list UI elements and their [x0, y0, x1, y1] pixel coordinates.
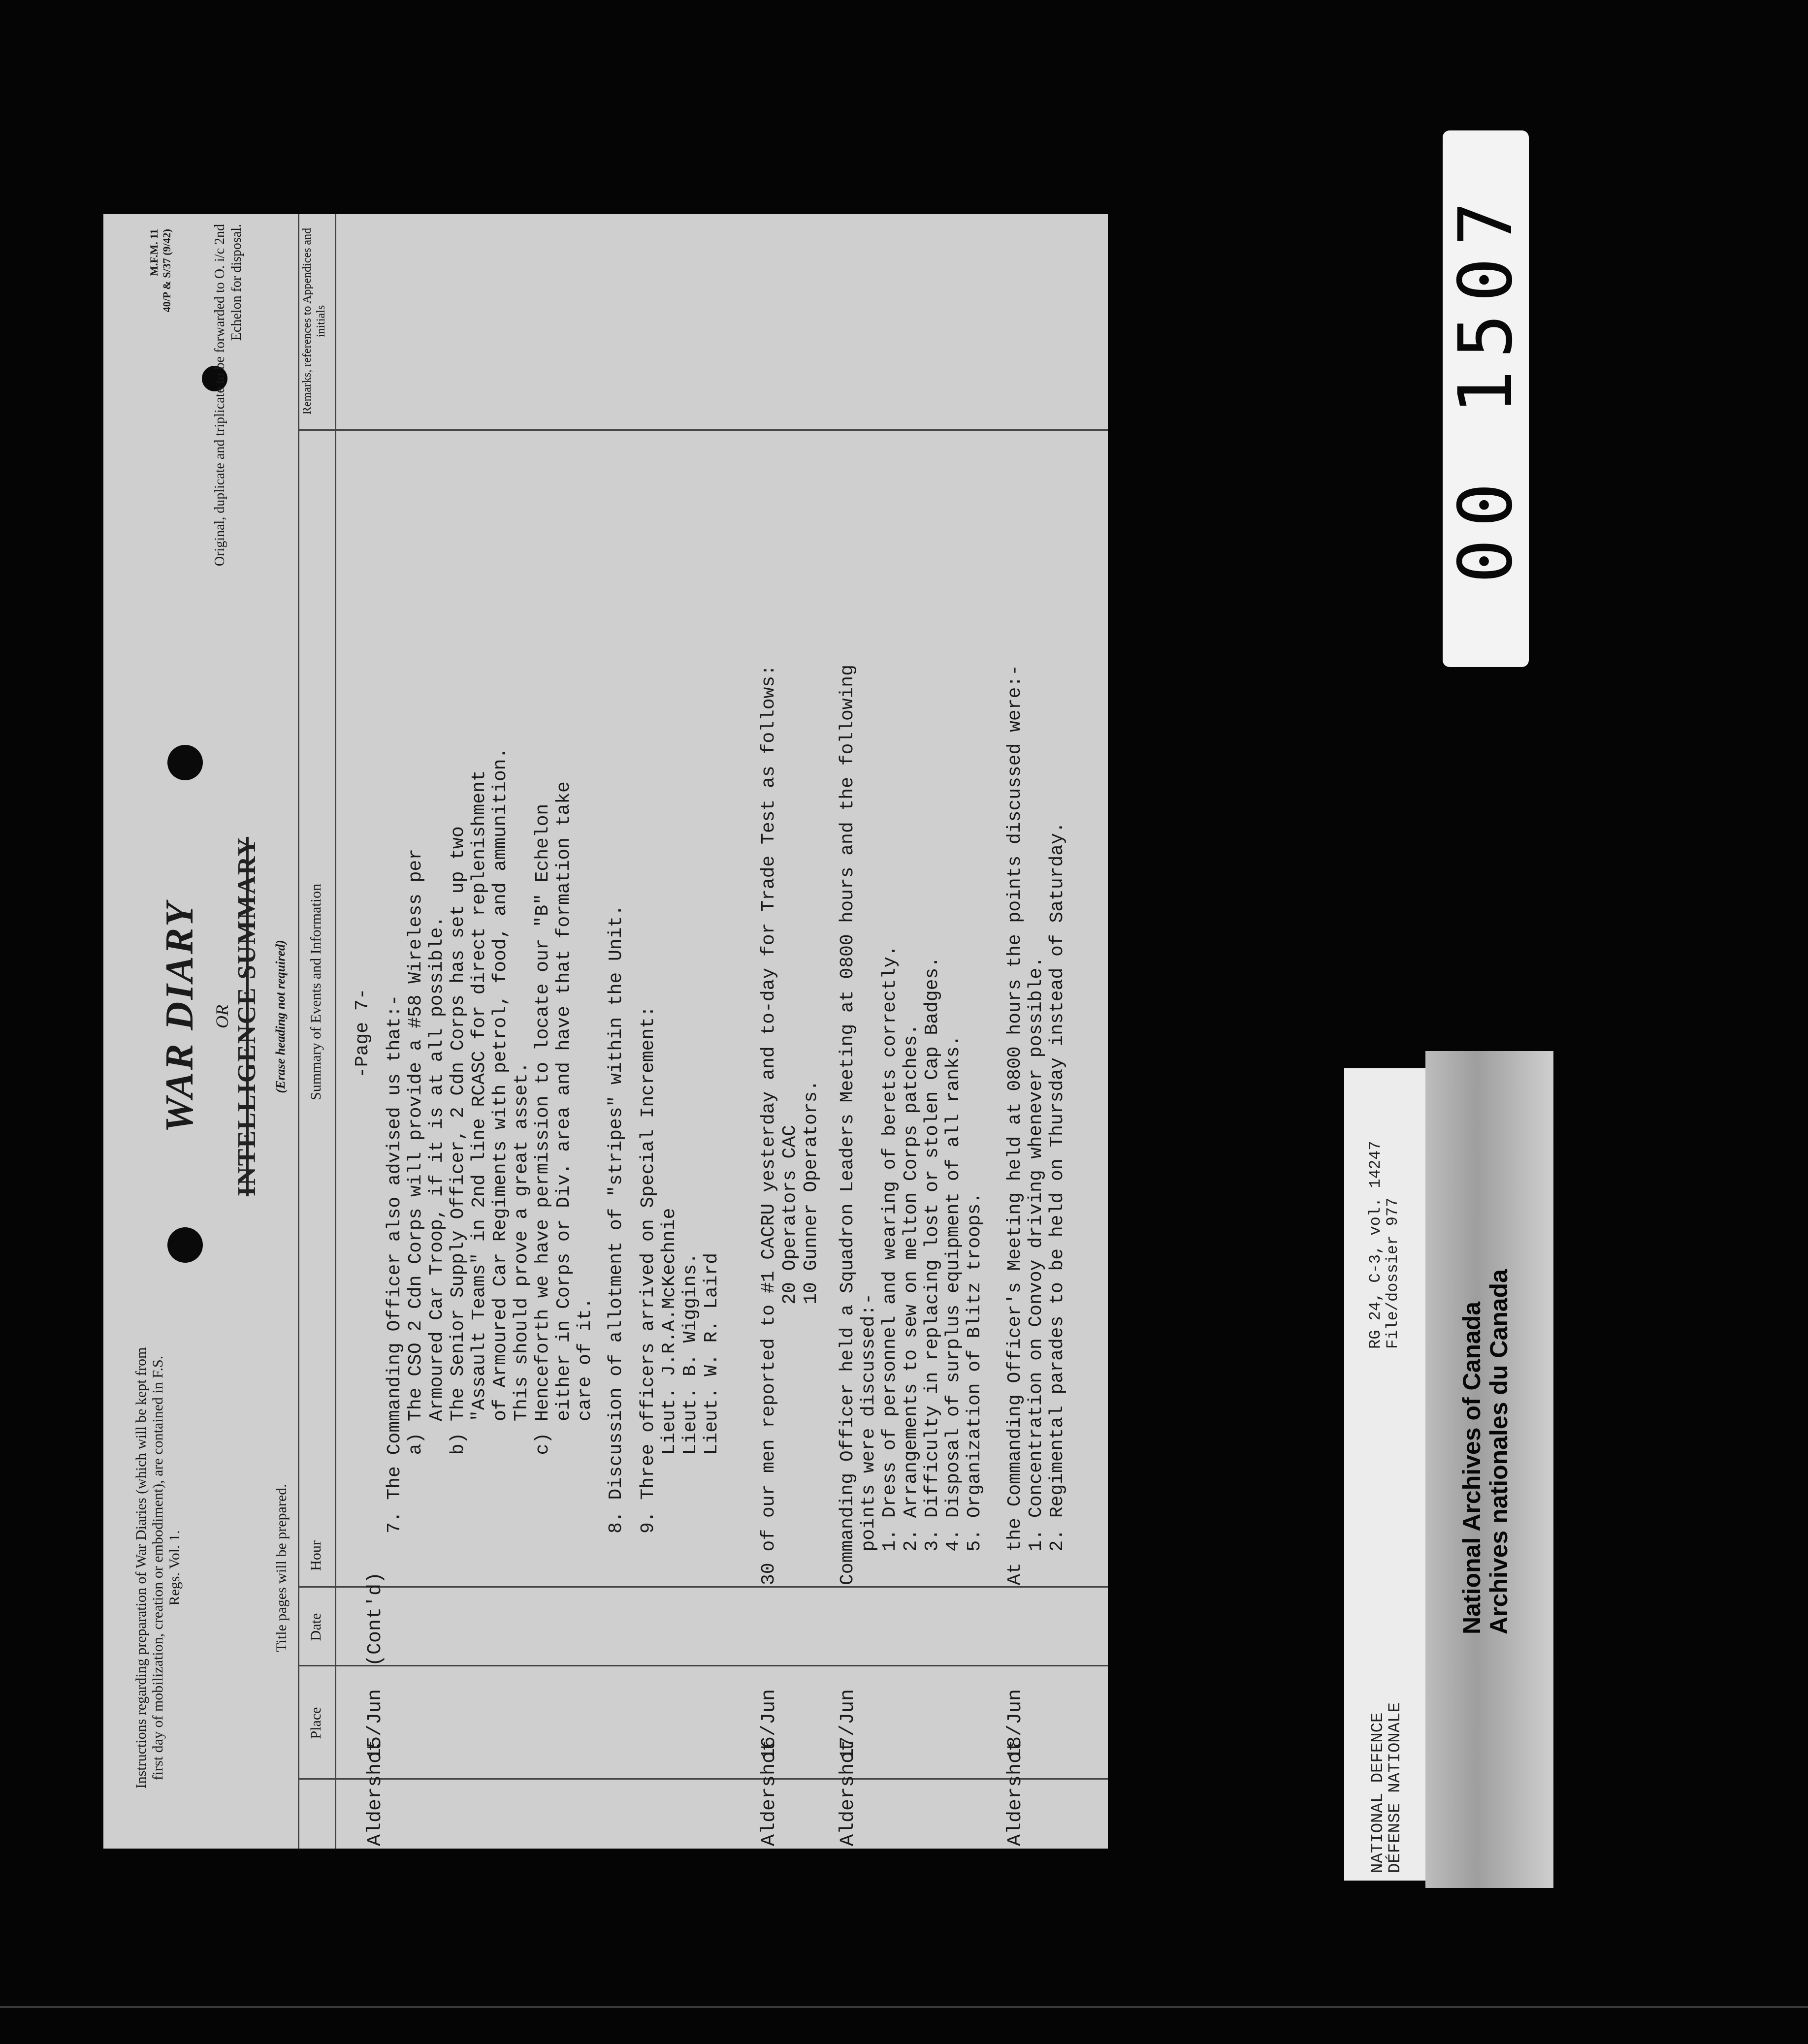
table-top-rule [298, 214, 299, 1849]
original-duplicate-note: Original, duplicate and triplicate to be forwarded to O. i/c 2nd Echelon for disposal. [212, 224, 244, 567]
archive-name-fr: Archives nationales du Canada [1485, 1269, 1513, 1634]
film-edge-line [0, 2006, 1808, 2008]
form-number [148, 229, 173, 406]
entry-place: Aldershot [364, 1739, 387, 1846]
header-place: Place [308, 1707, 324, 1739]
instructions-text: Instructions regarding preparation of War Diaries (which will be kept from first day of mobilization, creation or embodiment), are contained in F.S. Regs. Vol. 1. [133, 1347, 183, 1789]
header-hour: Hour [308, 1540, 324, 1571]
war-diary-form [103, 214, 1108, 1849]
col-rule-place [298, 1778, 1108, 1780]
header-bottom-rule [335, 214, 336, 1849]
entry-line: a) The CSO 2 Cdn Corps will provide a #58 Wireless per [405, 848, 426, 1533]
entry-hour: (Cont'd) [364, 1571, 387, 1666]
entry-date: 15/Jun [364, 1689, 387, 1760]
film-frame-number: 00 1507 [1443, 189, 1529, 584]
entry-line: b) The Senior Supply Officer, 2 Cdn Corps has set up two [448, 826, 469, 1533]
entry-line: Lieut. B. Wiggins. [680, 1252, 701, 1533]
page-number-label: -Page 7- [352, 988, 373, 1078]
entry-line: c) Henceforth we have permission to locate our "B" Echelon [532, 803, 553, 1533]
entry-line: 2. Regimental parades to be held on Thursday instead of Saturday. [1047, 822, 1068, 1585]
entry-line: 10 Gunner Operators. [801, 1080, 822, 1585]
entry-date: 16/Jun [758, 1689, 780, 1760]
header-date: Date [308, 1613, 324, 1641]
form-title-or: OR [212, 1005, 232, 1028]
entry-line: This should prove a great asset. [511, 1062, 532, 1533]
entry-line: either in Corps or Div. area and have that formation take [553, 781, 575, 1533]
war-diary-form-wrapper [103, 214, 1108, 1849]
entry-line: 1. Dress of personnel and wearing of berets correctly. [879, 945, 901, 1585]
department-fr: DÉFENSE NATIONALE [1386, 1702, 1405, 1873]
archive-file: File/dossier 977 [1384, 1197, 1402, 1349]
department-en: NATIONAL DEFENCE [1369, 1712, 1388, 1873]
header-remarks: Remarks, references to Appendices and initials [301, 227, 327, 415]
entry-line: "Assault Teams" in 2nd line RCASC for direct replenishment [469, 770, 490, 1533]
entry-place: Aldershot [1004, 1739, 1027, 1846]
col-rule-date [298, 1665, 1108, 1666]
entry-line: 2. Arrangements to sew on melton Corps patches. [901, 1023, 922, 1585]
entry-line: At the Commanding Officer's Meeting held at 0800 hours the points discussed were:- [1004, 665, 1026, 1585]
form-alt-title: INTELLIGENCE SUMMARY [233, 836, 261, 1197]
archive-name-en: National Archives of Canada [1458, 1301, 1485, 1634]
entry-line: 5. Organization of Blitz troops. [964, 1192, 985, 1585]
header-summary: Summary of Events and Information [308, 884, 324, 1100]
form-title: WAR DIARY [158, 900, 201, 1133]
archive-reference: RG 24, C-3, vol. 14247 [1366, 1141, 1385, 1349]
title-pages-note: Title pages will be prepared. [273, 1484, 290, 1652]
entry-place: Aldershot [837, 1739, 859, 1846]
entry-line: 9. Three officers arrived on Special Increment: [638, 1006, 659, 1533]
entry-line: Commanding Officer held a Squadron Leaders Meeting at 0800 hours and the following [837, 665, 858, 1585]
erase-heading-note: (Erase heading not required) [273, 940, 288, 1093]
entry-line: 1. Concentration on Convoy driving whenever possible. [1026, 956, 1047, 1585]
entry-place: Aldershot [758, 1739, 780, 1846]
entry-date: 17/Jun [837, 1689, 859, 1760]
entry-line: 30 of our men reported to #1 CACRU yesterday and to-day for Trade Test as follows: [758, 665, 779, 1585]
entry-date: 18/Jun [1004, 1689, 1027, 1760]
form-number-text: M.F.M. 11 40/P & S/37 (9/42) [148, 229, 173, 313]
entry-line: 7. The Commanding Officer also advised us that:- [384, 994, 405, 1533]
entry-line: points were discussed:- [858, 1293, 879, 1585]
entry-line: Lieut. W. R. Laird [701, 1252, 722, 1533]
entry-line: Lieut. J.R.A.McKechnie [659, 1208, 680, 1533]
entry-line: Armoured Car Troop, if it is at all possible. [426, 916, 448, 1533]
entry-line: 3. Difficulty in replacing lost or stolen Cap Badges. [922, 956, 943, 1585]
entry-line: 20 Operators CAC [779, 1125, 801, 1585]
entry-line: care of it. [575, 1298, 596, 1533]
entry-line: of Armoured Car Regiments with petrol, food, and ammunition. [490, 747, 511, 1533]
binder-hole-right [167, 745, 203, 780]
entry-line: 4. Disposal of surplus equipment of all ranks. [943, 1035, 964, 1585]
col-rule-remarks [298, 429, 1108, 431]
entry-line: 8. Discussion of allotment of "stripes" within the Unit. [606, 904, 627, 1533]
col-rule-hour [298, 1586, 1108, 1588]
